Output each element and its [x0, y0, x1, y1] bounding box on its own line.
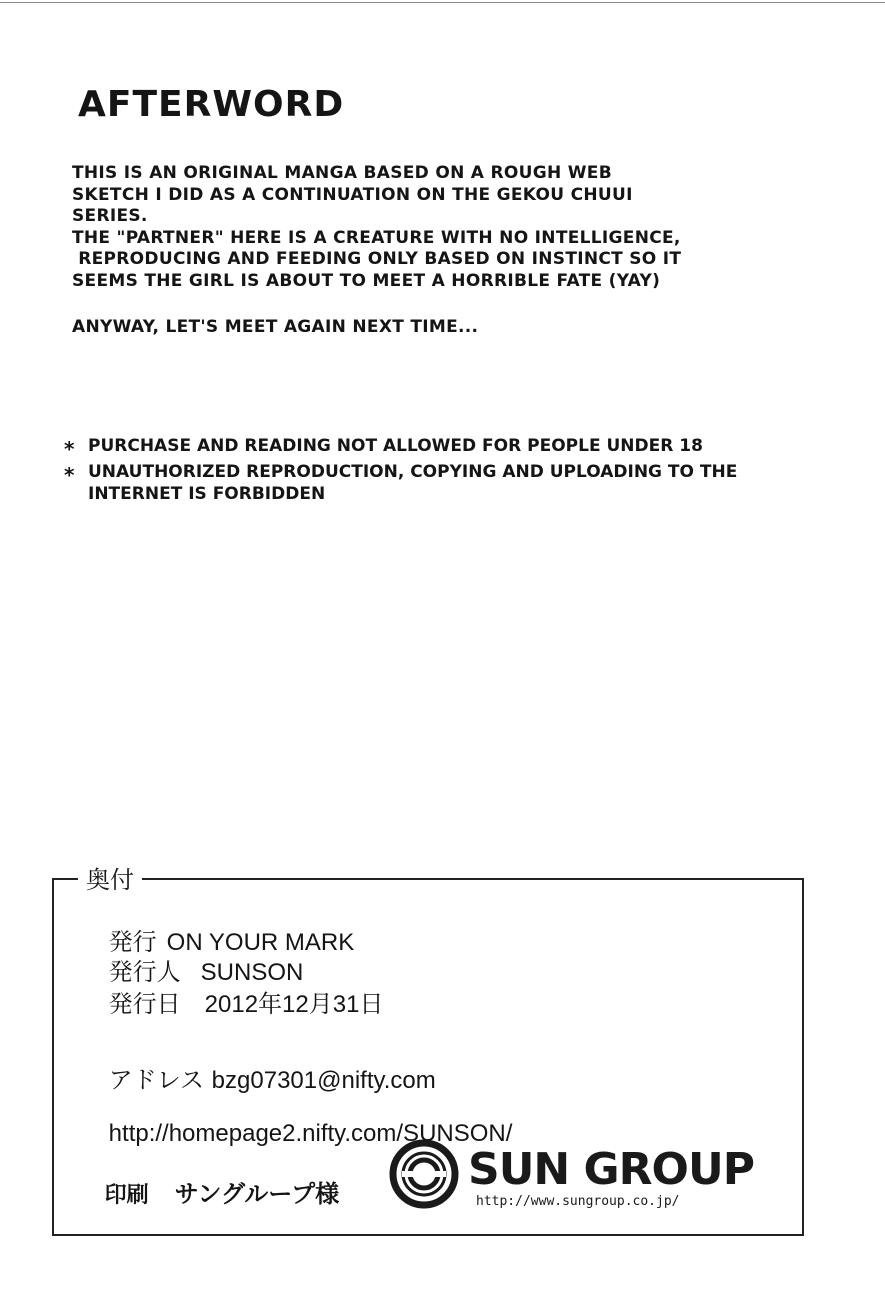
date-value: 2012年12月31日 — [204, 991, 384, 1018]
publisher-value: ON YOUR MARK — [166, 929, 355, 956]
paragraph-line: SEEMS THE GIRL IS ABOUT TO MEET A HORRIBLE FATE (YAY) — [72, 270, 661, 291]
legal-note-age — [64, 435, 737, 461]
legal-notes — [64, 435, 737, 509]
paragraph-line: REPRODUCING AND FEEDING ONLY BASED ON INSTINCT SO IT — [72, 249, 682, 269]
date-label: 発行日 — [108, 990, 181, 1018]
sun-group-logo — [388, 1138, 754, 1218]
logo-wordmark: SUN GROUP — [468, 1144, 754, 1195]
afterword-paragraph-1 — [72, 163, 681, 292]
printer-value: サングループ様 — [174, 1180, 340, 1208]
paragraph-line: ANYWAY, LET'S MEET AGAIN NEXT TIME... — [72, 317, 479, 337]
printer-label: 印刷 — [104, 1183, 149, 1208]
address-value: bzg07301@nifty.com — [211, 1067, 436, 1094]
logo-url: http://www.sungroup.co.jp/ — [476, 1194, 680, 1209]
colophon-label: 奥付 — [78, 860, 142, 895]
paragraph-line: THE "PARTNER" HERE IS A CREATURE WITH NO INTELLIGENCE, — [72, 227, 681, 248]
colophon-printer-row — [78, 1146, 339, 1237]
paragraph-line: SKETCH I DID AS A CONTINUATION ON THE GEKOU CHUUI — [72, 184, 633, 205]
page-title: AFTERWORD — [78, 84, 345, 125]
top-border-line — [0, 2, 885, 3]
asterisk-icon: * — [64, 463, 75, 487]
paragraph-line: SERIES. — [72, 206, 148, 226]
issuer-value: SUNSON — [200, 959, 304, 986]
address-label: アドレス — [108, 1066, 204, 1094]
issuer-label: 発行人 — [108, 958, 181, 986]
sun-group-logo-icon — [388, 1138, 460, 1210]
note-line: PURCHASE AND READING NOT ALLOWED FOR PEOPLE UNDER 18 — [88, 436, 703, 456]
publisher-label: 発行 — [108, 928, 157, 956]
asterisk-icon: * — [64, 437, 75, 461]
legal-note-copying — [64, 461, 737, 505]
homepage-url: http://homepage2.nifty.com/SUNSON/ — [108, 1120, 513, 1147]
paragraph-line: THIS IS AN ORIGINAL MANGA BASED ON A ROUGH WEB — [72, 163, 612, 183]
note-line: INTERNET IS FORBIDDEN — [88, 484, 326, 504]
colophon-box — [52, 866, 804, 1236]
note-line: UNAUTHORIZED REPRODUCTION, COPYING AND UPLOADING TO THE — [88, 462, 738, 482]
afterword-paragraph-2 — [72, 317, 478, 339]
